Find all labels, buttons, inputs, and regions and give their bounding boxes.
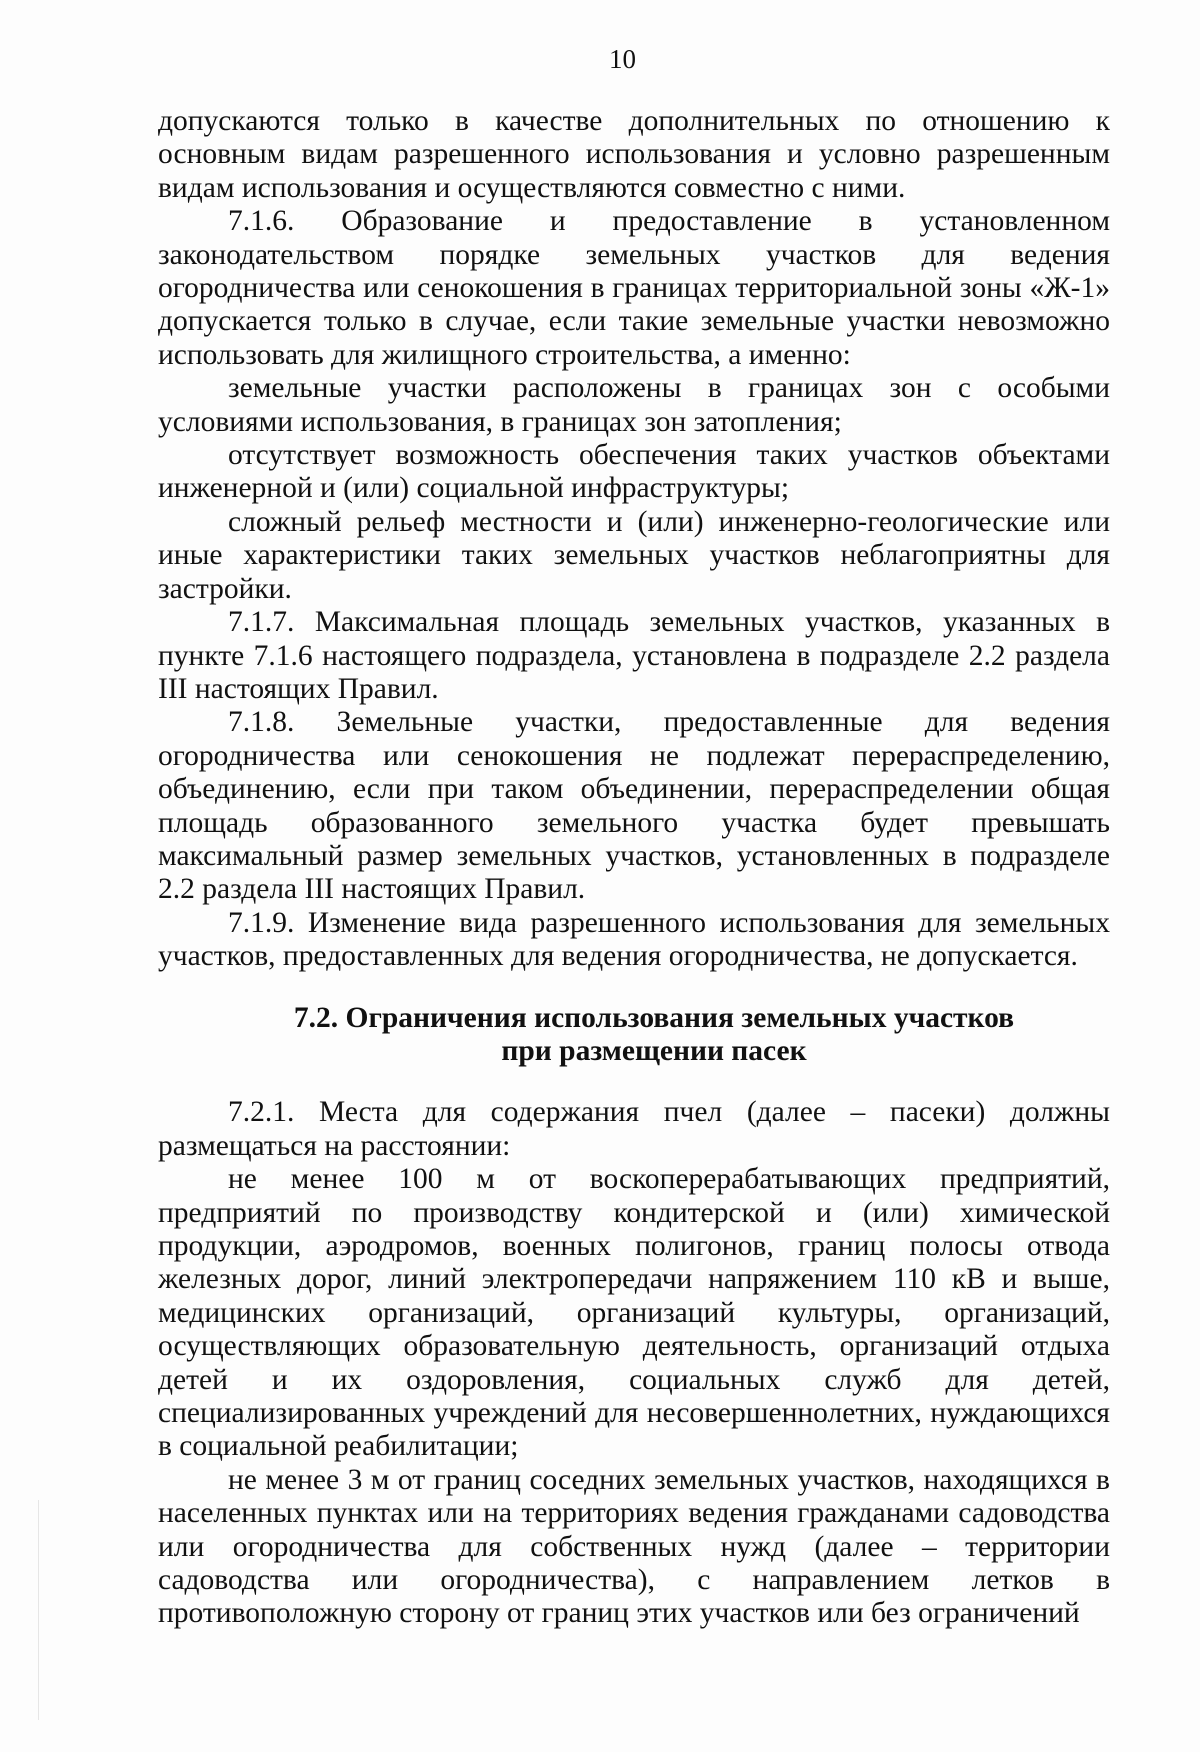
paragraph-list-item-3m: не менее 3 м от границ соседних земельных участков, находящихся в населенных пунктах или на территориях ведения гражданами садоводства или огородничества для собственных нужд (далее – территории садоводства или огородничества), с направлением летков в противоположную сторону от границ этих участков или без ограничений bbox=[158, 1463, 1110, 1630]
paragraph-7-1-7: 7.1.7. Максимальная площадь земельных участков, указанных в пункте 7.1.6 настоящего подраздела, установлена в подразделе 2.2 раздела III настоящих Правил. bbox=[158, 606, 1110, 705]
scan-margin-line bbox=[38, 1500, 39, 1720]
paragraph-list-item-100m: не менее 100 м от воскоперерабатывающих предприятий, предприятий по производству кондитерской и (или) химической продукции, аэродромов, военных полигонов, границ полосы отвода железных дорог, линий электропередачи напряжением 110 кВ и выше, медицинских организаций, организаций культуры, организаций, осуществляющих образовательную деятельность, организаций отдыха детей и их оздоровления, социальных служб для детей, специализированных учреждений для несовершеннолетних, нуждающихся в социальной реабилитации; bbox=[158, 1163, 1110, 1463]
paragraph-list-item-zones: земельные участки расположены в границах зон с особыми условиями использования, в границах зон затопления; bbox=[158, 372, 1110, 438]
document-body bbox=[158, 105, 1110, 1631]
section-heading-line-1: 7.2. Ограничения использования земельных участков bbox=[293, 1001, 1015, 1034]
paragraph-list-item-infrastructure: отсутствует возможность обеспечения таких участков объектами инженерной и (или) социальной инфраструктуры; bbox=[158, 439, 1110, 505]
section-heading-7-2 bbox=[158, 1002, 1110, 1069]
section-heading-line-2: при размещении пасек bbox=[501, 1034, 807, 1067]
paragraph-7-2-1: 7.2.1. Места для содержания пчел (далее – пасеки) должны размещаться на расстоянии: bbox=[158, 1096, 1110, 1162]
page-number: 10 bbox=[609, 44, 636, 74]
paragraph-7-1-6: 7.1.6. Образование и предоставление в установленном законодательством порядке земельных участков для ведения огородничества или сенокошения в границах территориальной зоны «Ж-1» допускается только в случае, если такие земельные участки невозможно использовать для жилищного строительства, а именно: bbox=[158, 205, 1110, 371]
paragraph-7-1-9: 7.1.9. Изменение вида разрешенного использования для земельных участков, предоставленных для ведения огородничества, не допускается. bbox=[158, 906, 1110, 973]
paragraph-7-1-8: 7.1.8. Земельные участки, предоставленные для ведения огородничества или сенокошения не подлежат перераспределению, объединению, если при таком объединении, перераспределении общая площадь образованного земельного участка будет превышать максимальный размер земельных участков, установленных в подразделе 2.2 раздела III настоящих Правил. bbox=[158, 706, 1110, 906]
paragraph-list-item-relief: сложный рельеф местности и (или) инженерно-геологические или иные характеристики таких земельных участков неблагоприятны для застройки. bbox=[158, 505, 1110, 605]
paragraph-continuation: допускаются только в качестве дополнительных по отношению к основным видам разрешенного использования и условно разрешенным видам использования и осуществляются совместно с ними. bbox=[158, 105, 1110, 204]
